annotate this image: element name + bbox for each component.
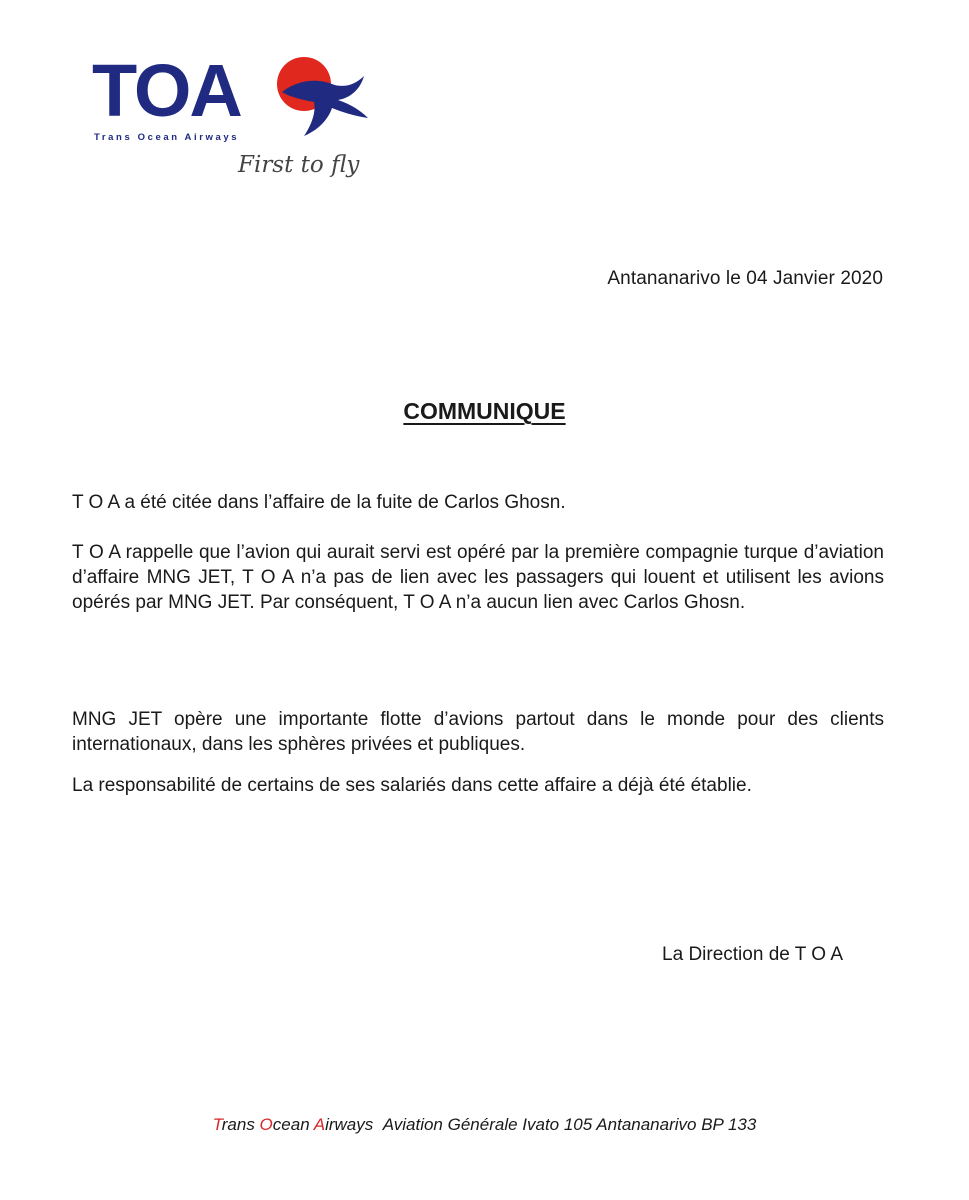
title-text: COMMUNIQUE bbox=[403, 398, 566, 424]
logo-wordmark: TOA bbox=[92, 50, 241, 132]
company-logo bbox=[92, 50, 382, 190]
footer-rans: rans bbox=[221, 1115, 260, 1134]
paragraph-3: MNG JET opère une importante flotte d’avions partout dans le monde pour des clients internationaux, dans les sphères privées et publiques. bbox=[72, 709, 884, 755]
footer-address bbox=[0, 1115, 969, 1135]
logo-airline-name: Trans Ocean Airways bbox=[94, 132, 240, 143]
footer-initial-o: O bbox=[259, 1115, 273, 1134]
paragraph-4: La responsabilité de certains de ses salariés dans cette affaire a déjà été établie. bbox=[72, 775, 752, 796]
footer-address-text: Aviation Générale Ivato 105 Antananarivo BP 133 bbox=[382, 1115, 757, 1134]
date-line: Antananarivo le 04 Janvier 2020 bbox=[607, 268, 883, 289]
page-title bbox=[0, 398, 969, 425]
footer-initial-a: A bbox=[313, 1115, 326, 1134]
toa-logo-graphic bbox=[92, 50, 382, 190]
footer-cean: cean bbox=[272, 1115, 314, 1134]
paragraph-2: T O A rappelle que l’avion qui aurait servi est opéré par la première compagnie turque d’aviation d’affaire MNG JET, T O A n’a pas de lien avec les passagers qui louent et utilisent les avions opérés par MNG JET. Par conséquent, T O A n’a aucun lien avec Carlos Ghosn. bbox=[72, 542, 884, 613]
logo-tagline: First to fly bbox=[238, 152, 360, 178]
footer-irways: irways bbox=[325, 1115, 374, 1134]
footer-initial-t: T bbox=[212, 1115, 222, 1134]
paragraph-1: T O A a été citée dans l’affaire de la fuite de Carlos Ghosn. bbox=[72, 492, 566, 513]
signature: La Direction de T O A bbox=[662, 944, 843, 965]
